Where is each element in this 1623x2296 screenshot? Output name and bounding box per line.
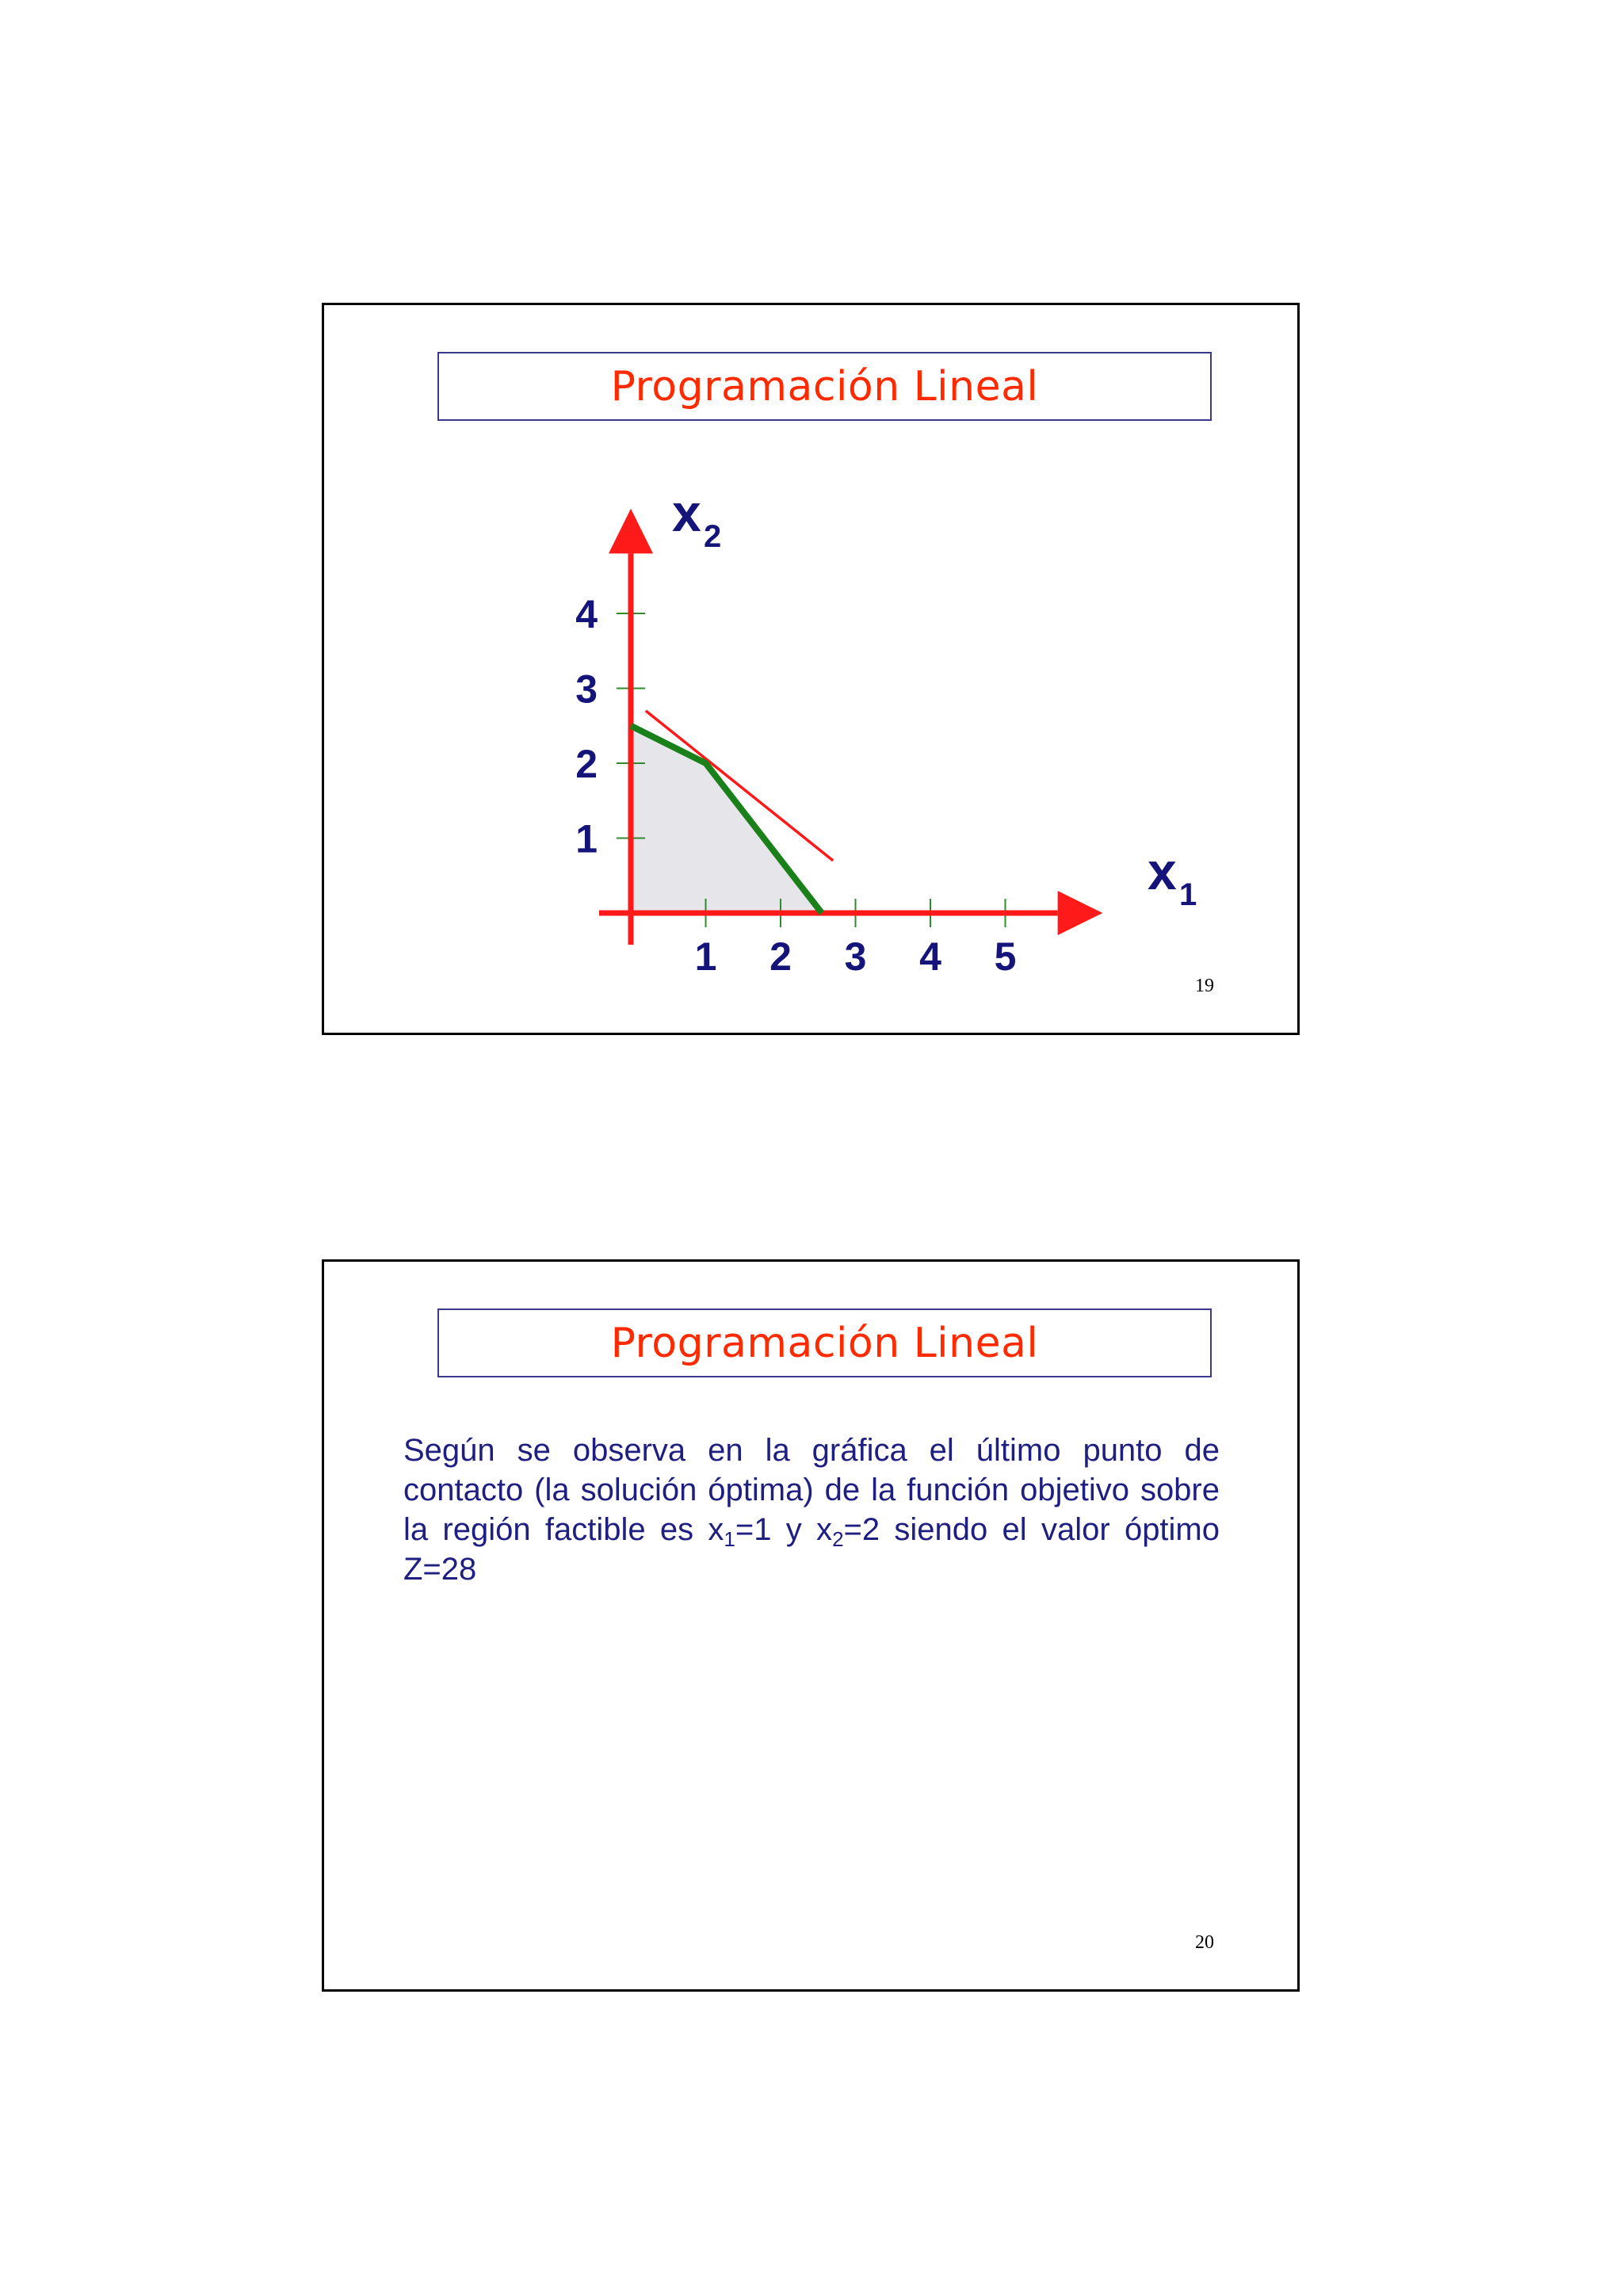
slide-title-box xyxy=(437,1308,1212,1377)
x-axis-label: x xyxy=(1148,842,1177,900)
page-number: 19 xyxy=(1195,976,1214,996)
subscript: 1 xyxy=(724,1527,735,1551)
y-tick-label: 2 xyxy=(575,742,598,786)
x-tick-label: 5 xyxy=(994,934,1017,979)
slide-title: Programación Lineal xyxy=(610,1319,1039,1367)
x-axis-arrow xyxy=(1058,891,1103,935)
subscript: 2 xyxy=(832,1527,844,1551)
lp-chart xyxy=(324,305,1302,1037)
feasible-region xyxy=(631,726,822,913)
slide-title: Programación Lineal xyxy=(610,362,1039,411)
y-tick-label: 1 xyxy=(575,816,598,861)
y-tick-label: 3 xyxy=(575,667,598,712)
page-number: 20 xyxy=(1195,1932,1214,1953)
x-tick-label: 3 xyxy=(844,934,867,979)
text-part: =1 y x xyxy=(735,1512,833,1547)
y-axis-label-subscript: 2 xyxy=(704,519,722,555)
solution-paragraph xyxy=(403,1431,1220,1589)
x-tick-label: 4 xyxy=(919,934,941,979)
text-part: Según se observa en la gráfica el último punto de contacto (la solución óptima) de la función objetivo sobre la región factible es x xyxy=(403,1433,1220,1547)
x-axis-label-subscript: 1 xyxy=(1179,877,1197,912)
slide-20 xyxy=(322,1259,1300,1992)
x-tick-label: 1 xyxy=(694,934,717,979)
text-part: =2 siendo el valor óptimo Z=28 xyxy=(403,1512,1220,1587)
y-axis-label: x xyxy=(672,483,701,543)
y-tick-label: 4 xyxy=(575,592,598,636)
slide-19 xyxy=(322,303,1300,1035)
x-tick-label: 2 xyxy=(769,934,792,979)
y-axis-arrow xyxy=(609,509,653,554)
